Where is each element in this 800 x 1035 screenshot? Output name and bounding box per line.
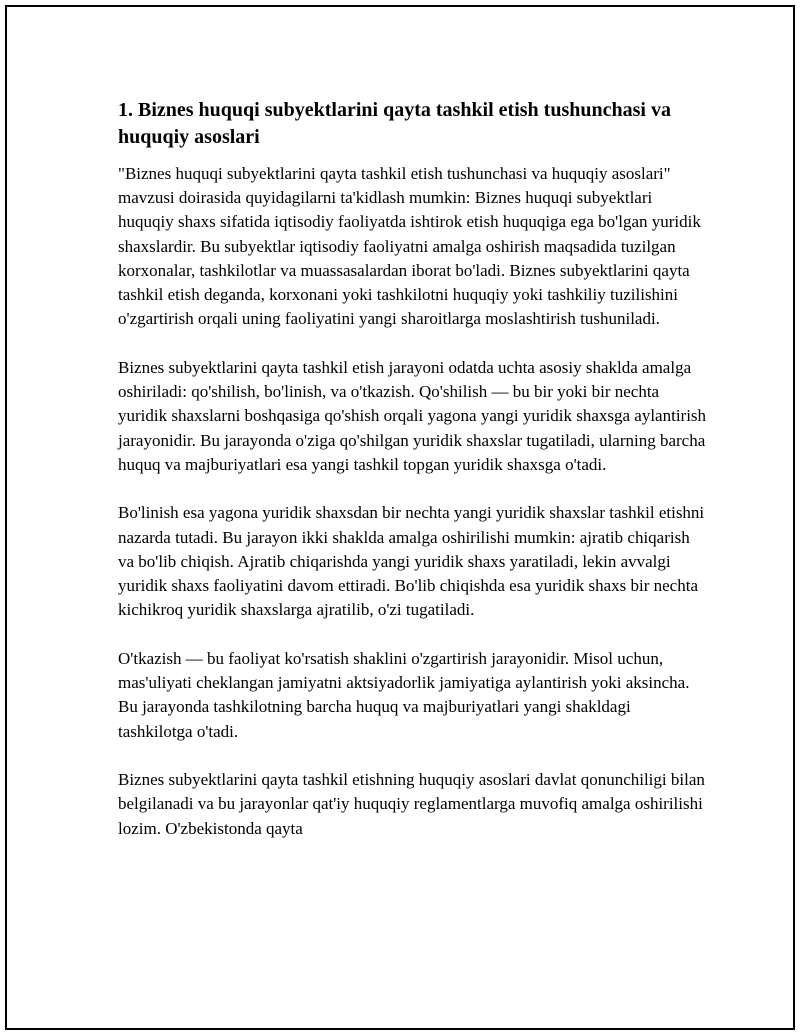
document-title: 1. Biznes huquqi subyektlarini qayta tashkil etish tushunchasi va huquqiy asoslari [118, 99, 671, 148]
paragraph-3: Bo'linish esa yagona yuridik shaxsdan bir nechta yangi yuridik shaxslar tashkil etishni nazarda tutadi. Bu jarayon ikki shaklda amalga oshirilishi mumkin: ajratib chiqarish va bo'lib chiqish. Ajratib chiqarishda yangi yuridik shaxs yaratiladi, lekin avvalgi yuridik shaxs faoliyatini davom ettiradi. Bo'lib chiqishda esa yuridik shaxs bir nechta kichikroq yuridik shaxslarga ajratilib, o'zi tugatiladi. [118, 503, 705, 620]
paragraph-2: Biznes subyektlarini qayta tashkil etish jarayoni odatda uchta asosiy shaklda amalga oshiriladi: qo'shilish, bo'linish, va o'tkazish. Qo'shilish — bu bir yoki bir nechta yuridik shaxslarni boshqasiga qo'shish orqali yagona yangi yuridik shaxsga aylantirish jarayonidir. Bu jarayonda o'ziga qo'shilgan yuridik shaxslar tugatiladi, ularning barcha huquq va majburiyatlari esa yangi tashkil topgan yuridik shaxsga o'tadi. [118, 357, 707, 474]
page-frame [5, 5, 795, 1030]
document-body [118, 97, 708, 865]
paragraph-5: Biznes subyektlarini qayta tashkil etishning huquqiy asoslari davlat qonunchiligi bilan belgilanadi va bu jarayonlar qat'iy huquqiy reglamentlarga muvofiq amalga oshirilishi lozim. O'zbekistonda qayta [118, 770, 705, 838]
paragraph-4: O'tkazish — bu faoliyat ko'rsatish shaklini o'zgartirish jarayonidir. Misol uchun, mas'uliyati cheklangan jamiyatni aktsiyadorlik jamiyatiga aylantirish yoki aksincha. Bu jarayonda tashkilotning barcha huquq va majburiyatlari yangi shakldagi tashkilotga o'tadi. [118, 648, 690, 741]
paragraph-1: "Biznes huquqi subyektlarini qayta tashkil etish tushunchasi va huquqiy asoslari" mavzusi doirasida quyidagilarni ta'kidlash mumkin: Biznes huquqi subyektlari huquqiy shaxs sifatida iqtisodiy faoliyatda ishtirok etish huquqiga ega bo'lgan yuridik shaxslardir. Bu subyektlar iqtisodiy faoliyatni amalga oshirish maqsadida tuzilgan korxonalar, tashkilotlar va muassasalardan iborat bo'ladi. Biznes subyektlarini qayta tashkil etish deganda, korxonani yoki tashkilotni huquqiy yoki tashkiliy tuzilishini o'zgartirish orqali uning faoliyatini yangi sharoitlarga moslashtirish tushuniladi. [118, 164, 701, 329]
